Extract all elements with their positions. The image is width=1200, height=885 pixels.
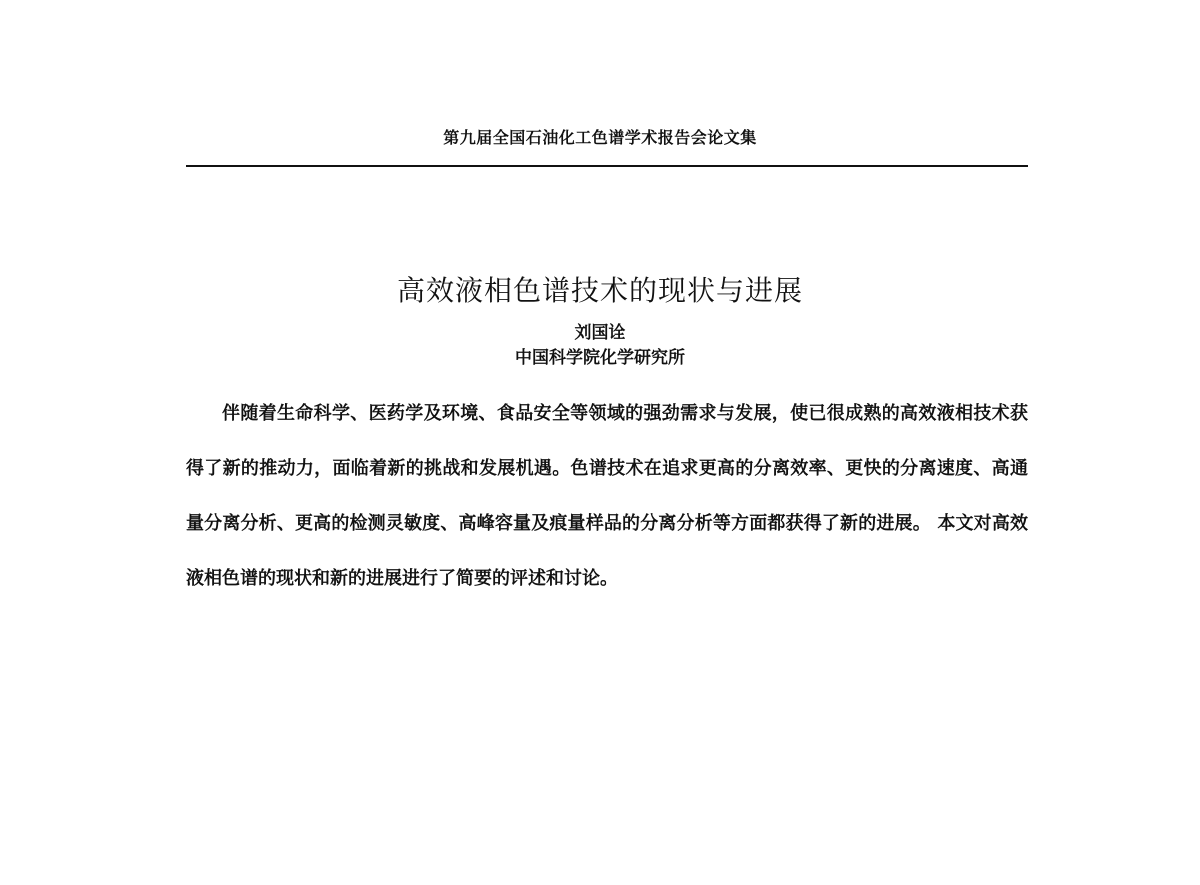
paper-title: 高效液相色谱技术的现状与进展 [396, 273, 803, 307]
author-name: 刘国诠 [574, 323, 626, 343]
proceedings-running-header: 第九届全国石油化工色谱学术报告会论文集 [443, 128, 757, 147]
author-affiliation: 中国科学院化学研究所 [515, 348, 685, 368]
abstract-paragraph: 伴随着生命科学、医药学及环境、食品安全等领域的强劲需求与发展，使已很成熟的高效液相技术获得了新的推动力，面临着新的挑战和发展机遇。色谱技术在追求更高的分离效率、更快的分离速度、高通量分离分析、更高的检测灵敏度、高峰容量及痕量样品的分离分析等方面都获得了新的进展。 本文对高效液相色谱的现状和新的进展进行了简要的评述和讨论。 [186, 403, 1028, 589]
header-divider [186, 165, 1028, 167]
